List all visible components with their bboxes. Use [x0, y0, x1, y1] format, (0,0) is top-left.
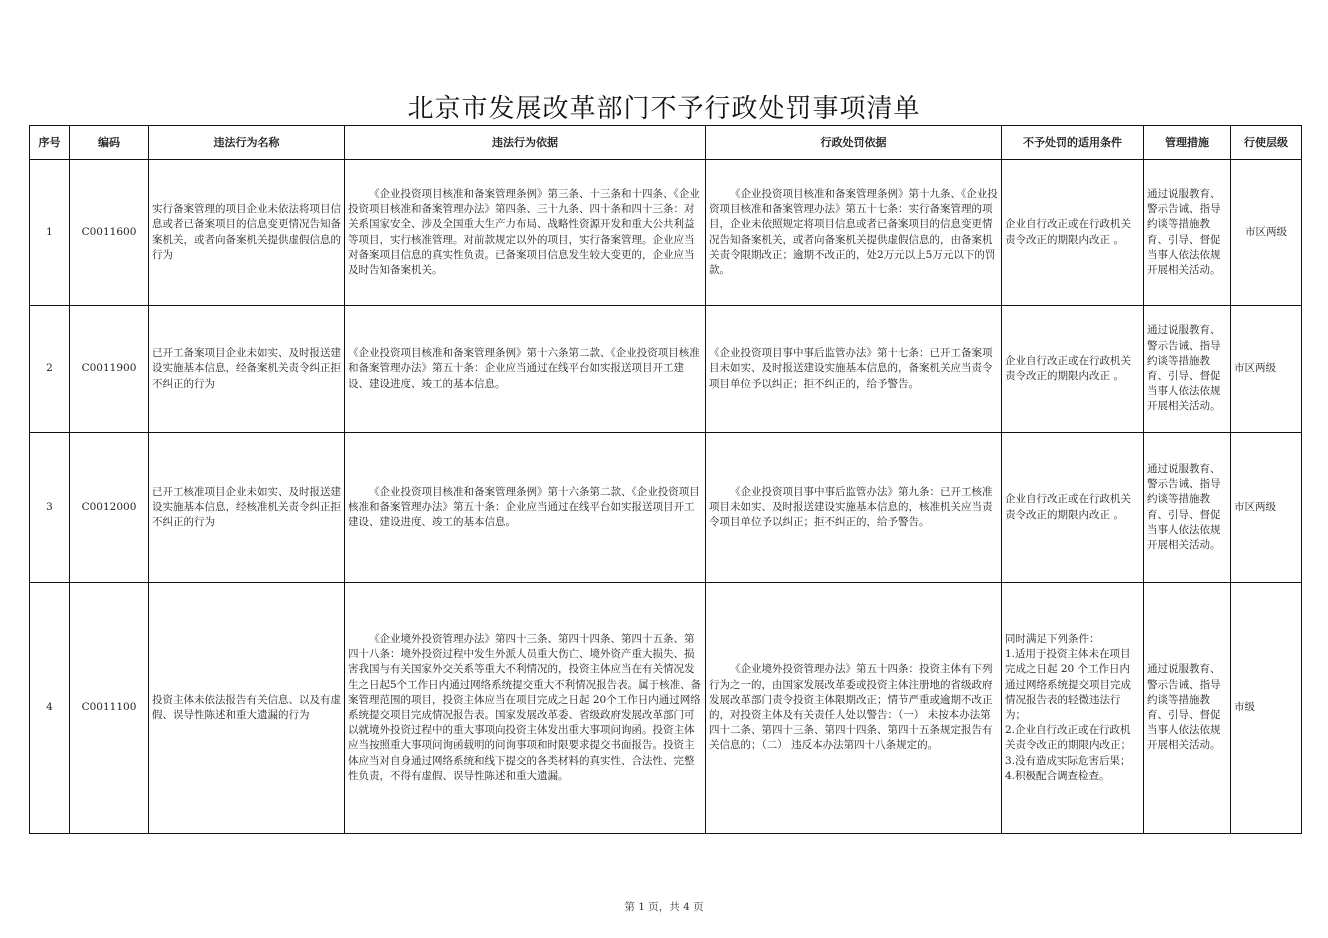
- condition-line: 企业自行改正或在行政机关责令改正的期限内改正 。: [1005, 354, 1131, 382]
- row-code: C0012000: [70, 433, 149, 583]
- row-violation-basis: 《企业投资项目核准和备案管理条例》第三条、十三条和十四条、《企业投资项目核准和备案管理办法》第四条、三十九条、四十条和四十三条：对关系国家安全、涉及全国重大生产力布局、战略性资源开发和重大公共利益等项目，实行核准管理。对前款规定以外的项目，实行备案管理。企业应当对备案项目信息的真实性负责。已备案项目信息发生较大变更的，企业应当及时告知备案机关。: [345, 160, 706, 306]
- table-row: [30, 306, 1302, 433]
- header-measures: 管理措施: [1144, 126, 1231, 160]
- row-code: C0011100: [70, 583, 149, 834]
- table-row: [30, 433, 1302, 583]
- row-level: 市区两级: [1231, 160, 1302, 306]
- condition-line: 4.积极配合调查检查。: [1005, 769, 1110, 782]
- row-index: 2: [30, 306, 70, 433]
- row-conditions: [1002, 160, 1144, 306]
- row-index: 1: [30, 160, 70, 306]
- row-measures: 通过说服教育、警示告诫、指导约谈等措施教育、引导、督促当事人依法依规开展相关活动。: [1144, 160, 1231, 306]
- row-conditions: [1002, 583, 1144, 834]
- header-conditions: 不予处罚的适用条件: [1002, 126, 1144, 160]
- row-violation-basis: 《企业投资项目核准和备案管理条例》第十六条第二款、《企业投资项目核准和备案管理办法》第五十条：企业应当通过在线平台如实报送项目开工建设、建设进度、竣工的基本信息。: [345, 306, 706, 433]
- row-code: C0011600: [70, 160, 149, 306]
- header-penalty-basis: 行政处罚依据: [706, 126, 1002, 160]
- row-index: 4: [30, 583, 70, 834]
- page-footer: 第 1 页，共 4 页: [624, 901, 704, 913]
- row-violation-basis: 《企业境外投资管理办法》第四十三条、第四十四条、第四十五条、第四十八条：境外投资过程中发生外派人员重大伤亡、境外资产重大损失、损害我国与有关国家外交关系等重大不利情况的，投资主体应当在有关情况发生之日起5个工作日内通过网络系统提交重大不利情况报告表。属于核准、备案管理范围的项目，投资主体应当在项目完成之日起 20个工作日内通过网络系统提交项目完成情况报告表。国家发展改革委、省级政府发展改革部门可以就境外投资过程中的重大事项向投资主体发出重大事项问询函。投资主体应当按照重大事项问询函载明的问询事项和时限要求提交书面报告。投资主体应当对自身通过网络系统和线下提交的各类材料的真实性、合法性、完整性负责，不得有虚假、误导性陈述和重大遗漏。: [345, 583, 706, 834]
- row-penalty-basis: 《企业投资项目事中事后监管办法》第九条：已开工核准项目未如实、及时报送建设实施基本信息的，核准机关应当责令项目单位予以纠正；拒不纠正的，给予警告。: [706, 433, 1002, 583]
- row-violation-name: 投资主体未依法报告有关信息、以及有虚假、误导性陈述和重大遗漏的行为: [149, 583, 345, 834]
- row-penalty-basis: 《企业境外投资管理办法》第五十四条：投资主体有下列行为之一的，由国家发展改革委或投资主体注册地的省级政府发展改革部门责令投资主体限期改正；情节严重或逾期不改正的，对投资主体及有关责任人处以警告：（一） 未按本办法第四十二条、第四十三条、第四十四条、第四十五条规定报告有关信息的；（二） 违反本办法第四十八条规定的。: [706, 583, 1002, 834]
- condition-line: 同时满足下列条件：: [1005, 632, 1100, 645]
- row-penalty-basis: 《企业投资项目核准和备案管理条例》第十九条、《企业投资项目核准和备案管理办法》第五十七条：实行备案管理的项目，企业未依照规定将项目信息或者已备案项目的信息变更情况告知备案机关，或者向备案机关提供虚假信息的，由备案机关责令限期改正；逾期不改正的，处2万元以上5万元以下的罚款。: [706, 160, 1002, 306]
- row-conditions: [1002, 433, 1144, 583]
- header-violation-basis: 违法行为依据: [345, 126, 706, 160]
- row-code: C0011900: [70, 306, 149, 433]
- row-index: 3: [30, 433, 70, 583]
- row-violation-basis: 《企业投资项目核准和备案管理条例》第十六条第二款、《企业投资项目核准和备案管理办法》第五十条：企业应当通过在线平台如实报送项目开工建设、建设进度、竣工的基本信息。: [345, 433, 706, 583]
- row-measures: 通过说服教育、警示告诫、指导约谈等措施教育、引导、督促当事人依法依规开展相关活动。: [1144, 583, 1231, 834]
- row-violation-name: 实行备案管理的项目企业未依法将项目信息或者已备案项目的信息变更情况告知备案机关，或者向备案机关提供虚假信息的行为: [149, 160, 345, 306]
- header-index: 序号: [30, 126, 70, 160]
- header-violation-name: 违法行为名称: [149, 126, 345, 160]
- condition-line: 企业自行改正或在行政机关责令改正的期限内改正 。: [1005, 218, 1131, 246]
- document-title: 北京市发展改革部门不予行政处罚事项清单: [407, 94, 921, 124]
- row-penalty-basis: 《企业投资项目事中事后监管办法》第十七条：已开工备案项目未如实、及时报送建设实施基本信息的，备案机关应当责令项目单位予以纠正；拒不纠正的，给予警告。: [706, 306, 1002, 433]
- header-code: 编码: [70, 126, 149, 160]
- condition-line: 3.没有造成实际危害后果；: [1005, 754, 1131, 767]
- table-row: [30, 160, 1302, 306]
- row-level: 市级: [1231, 583, 1302, 834]
- condition-line: 1.适用于投资主体未在项目完成之日起 20 个工作日内通过网络系统提交项目完成情况报告表的轻微违法行为；: [1005, 648, 1131, 721]
- row-violation-name: 已开工核准项目企业未如实、及时报送建设实施基本信息，经核准机关责令纠正拒不纠正的行为: [149, 433, 345, 583]
- condition-line: 企业自行改正或在行政机关责令改正的期限内改正 。: [1005, 493, 1131, 521]
- row-level: 市区两级: [1231, 306, 1302, 433]
- row-violation-name: 已开工备案项目企业未如实、及时报送建设实施基本信息，经备案机关责令纠正拒不纠正的行为: [149, 306, 345, 433]
- penalty-exemption-table: [29, 125, 1302, 834]
- table-header-row: [30, 126, 1302, 160]
- header-level: 行使层级: [1231, 126, 1302, 160]
- row-level: 市区两级: [1231, 433, 1302, 583]
- condition-line: 2.企业自行改正或在行政机关责令改正的期限内改正；: [1005, 724, 1131, 752]
- row-conditions: [1002, 306, 1144, 433]
- row-measures: 通过说服教育、警示告诫、指导约谈等措施教育、引导、督促当事人依法依规开展相关活动。: [1144, 433, 1231, 583]
- table-row: [30, 583, 1302, 834]
- row-measures: 通过说服教育、警示告诫、指导约谈等措施教育、引导、督促当事人依法依规开展相关活动。: [1144, 306, 1231, 433]
